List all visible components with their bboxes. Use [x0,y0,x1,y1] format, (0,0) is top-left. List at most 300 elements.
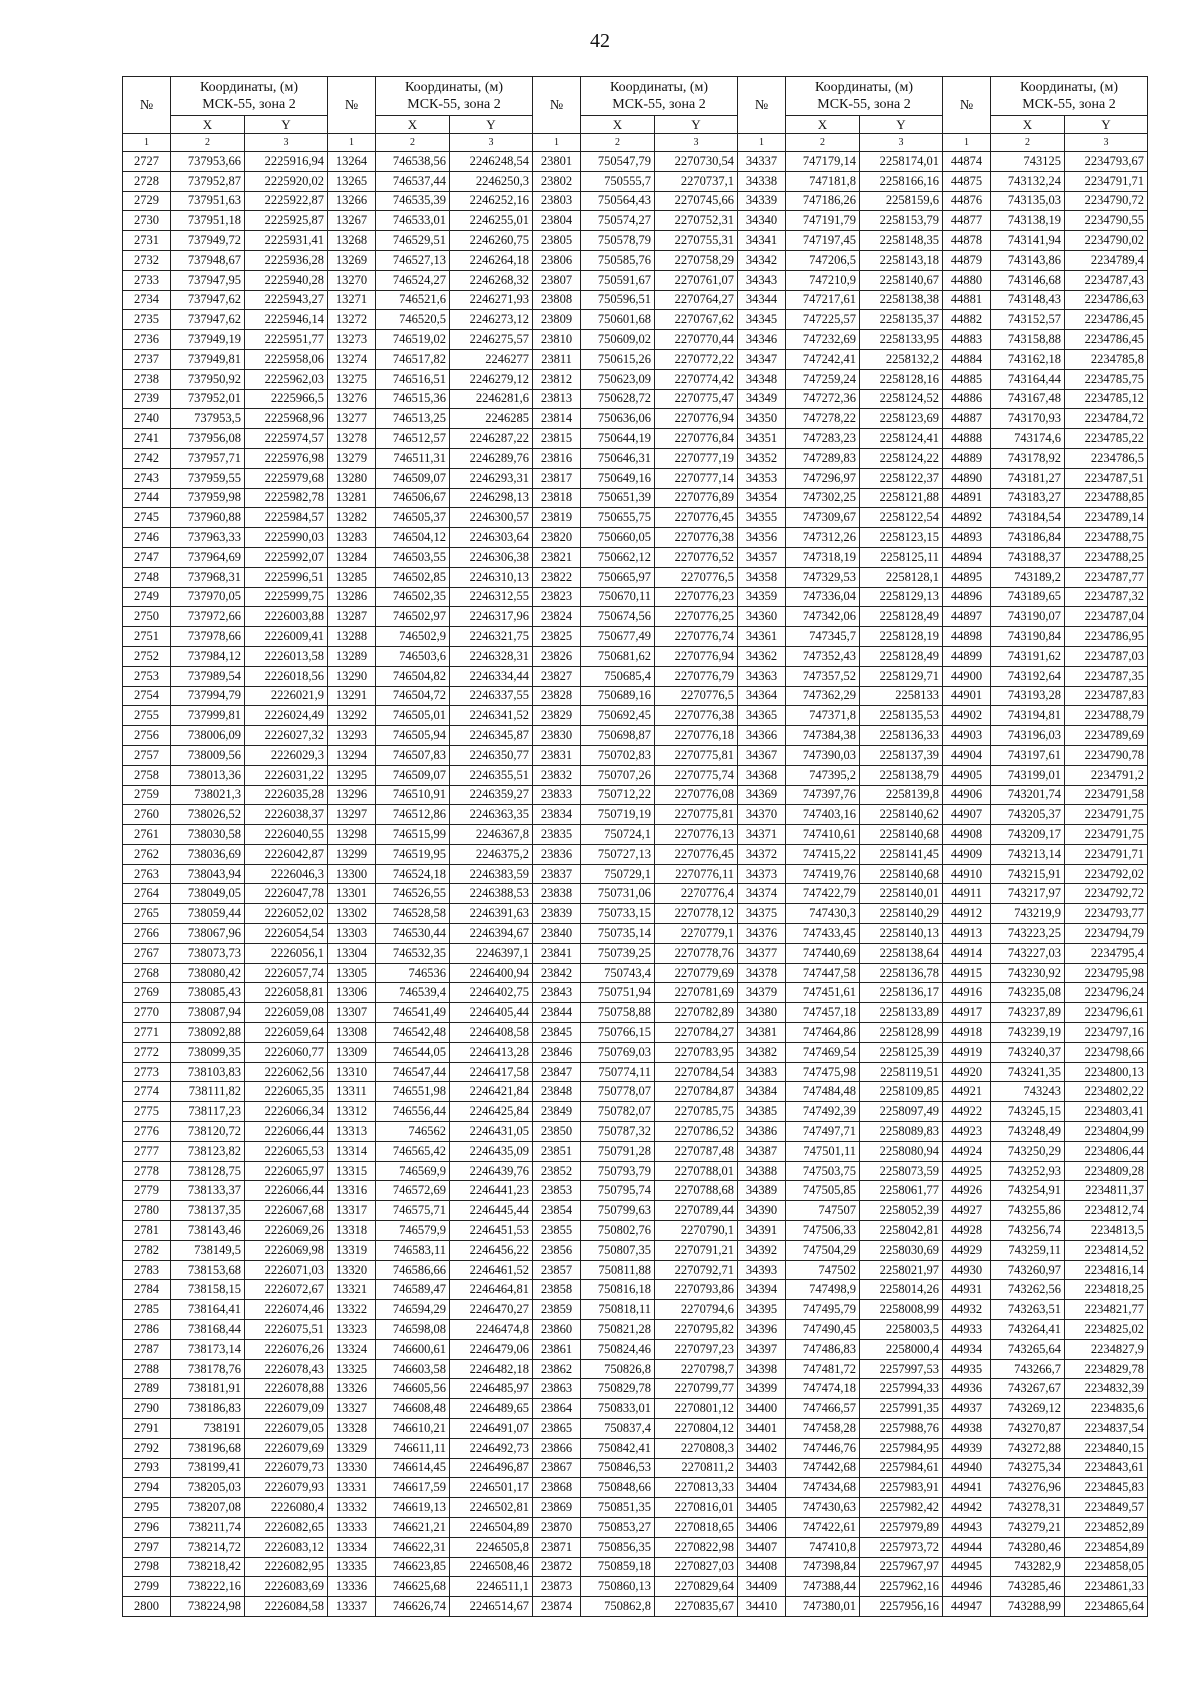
coord-x: 743186,84 [991,528,1065,548]
coord-x: 750758,88 [581,1003,655,1023]
header-y: Y [655,116,738,134]
coord-x: 746502,9 [376,627,450,647]
point-number: 13297 [328,805,376,825]
table-row [123,1062,1148,1082]
point-number: 23849 [533,1102,581,1122]
coord-y: 2258119,51 [860,1062,943,1082]
coord-x: 750795,74 [581,1181,655,1201]
coord-y: 2226074,46 [245,1300,328,1320]
coord-x: 747380,01 [786,1597,860,1617]
coord-y: 2234811,37 [1065,1181,1148,1201]
point-number: 13330 [328,1458,376,1478]
coord-x: 746517,82 [376,349,450,369]
point-number: 34368 [738,765,786,785]
point-number: 13324 [328,1339,376,1359]
point-number: 13265 [328,171,376,191]
point-number: 23845 [533,1023,581,1043]
coord-x: 750712,22 [581,785,655,805]
coord-y: 2225951,77 [245,330,328,350]
point-number: 2776 [123,1122,171,1142]
coord-y: 2258140,13 [860,924,943,944]
coord-y: 2234840,15 [1065,1438,1148,1458]
coord-y: 2246456,22 [450,1240,533,1260]
point-number: 23874 [533,1597,581,1617]
coord-y: 2234790,55 [1065,211,1148,231]
column-number: 1 [738,134,786,152]
coord-x: 743143,86 [991,250,1065,270]
point-number: 23806 [533,250,581,270]
table-row [123,171,1148,191]
coord-y: 2258124,52 [860,389,943,409]
table-row [123,1003,1148,1023]
coord-x: 747390,03 [786,745,860,765]
point-number: 44922 [943,1102,991,1122]
column-number: 2 [991,134,1065,152]
coord-x: 746538,56 [376,152,450,172]
point-number: 34363 [738,666,786,686]
coord-x: 737950,92 [171,369,245,389]
coord-x: 738111,82 [171,1082,245,1102]
point-number: 13307 [328,1003,376,1023]
coord-y: 2258125,39 [860,1042,943,1062]
coord-x: 743146,68 [991,270,1065,290]
coord-y: 2246464,81 [450,1280,533,1300]
point-number: 44884 [943,349,991,369]
coord-x: 747497,71 [786,1122,860,1142]
coord-x: 743223,25 [991,924,1065,944]
point-number: 34402 [738,1438,786,1458]
table-row [123,429,1148,449]
coord-y: 2226069,26 [245,1221,328,1241]
coord-y: 2234786,45 [1065,310,1148,330]
coord-x: 738224,98 [171,1597,245,1617]
coord-y: 2258137,39 [860,745,943,765]
point-number: 44904 [943,745,991,765]
point-number: 13277 [328,409,376,429]
coord-y: 2246334,44 [450,666,533,686]
table-row [123,1260,1148,1280]
coord-x: 750860,13 [581,1577,655,1597]
coord-x: 750660,05 [581,528,655,548]
coord-x: 750655,75 [581,508,655,528]
table-row [123,1240,1148,1260]
point-number: 23801 [533,152,581,172]
point-number: 34399 [738,1379,786,1399]
column-number: 3 [1065,134,1148,152]
point-number: 44880 [943,270,991,290]
coord-x: 743170,93 [991,409,1065,429]
coord-y: 2226003,88 [245,607,328,627]
coord-x: 750862,8 [581,1597,655,1617]
coord-y: 2258061,77 [860,1181,943,1201]
point-number: 44876 [943,191,991,211]
coord-x: 743189,2 [991,567,1065,587]
coord-x: 738021,3 [171,785,245,805]
coord-y: 2246441,23 [450,1181,533,1201]
point-number: 13278 [328,429,376,449]
coord-y: 2270778,76 [655,943,738,963]
point-number: 2734 [123,290,171,310]
coord-x: 743278,31 [991,1498,1065,1518]
coord-y: 2234814,52 [1065,1240,1148,1260]
table-row [123,1399,1148,1419]
point-number: 23847 [533,1062,581,1082]
coord-y: 2234795,98 [1065,963,1148,983]
coord-x: 743215,91 [991,864,1065,884]
coord-x: 746504,82 [376,666,450,686]
coord-x: 737959,55 [171,468,245,488]
table-row [123,1537,1148,1557]
coord-y: 2270776,94 [655,646,738,666]
coord-x: 738158,15 [171,1280,245,1300]
coord-y: 2234825,02 [1065,1320,1148,1340]
coord-x: 750833,01 [581,1399,655,1419]
coord-x: 750729,1 [581,864,655,884]
point-number: 44910 [943,864,991,884]
table-row [123,943,1148,963]
coord-y: 2225984,57 [245,508,328,528]
coord-x: 747434,68 [786,1478,860,1498]
point-number: 34350 [738,409,786,429]
coord-x: 747446,76 [786,1438,860,1458]
point-number: 34408 [738,1557,786,1577]
coord-x: 746503,55 [376,547,450,567]
coord-y: 2225990,03 [245,528,328,548]
point-number: 44889 [943,448,991,468]
table-row [123,844,1148,864]
point-number: 13292 [328,706,376,726]
coord-x: 750791,28 [581,1141,655,1161]
coord-x: 750733,15 [581,904,655,924]
coord-x: 743285,46 [991,1577,1065,1597]
coord-y: 2270776,38 [655,528,738,548]
coord-y: 2225979,68 [245,468,328,488]
coord-x: 738036,69 [171,844,245,864]
point-number: 34383 [738,1062,786,1082]
point-number: 34357 [738,547,786,567]
point-number: 2791 [123,1419,171,1439]
coord-x: 746536 [376,963,450,983]
coord-y: 2226084,58 [245,1597,328,1617]
coord-x: 743164,44 [991,369,1065,389]
table-row [123,1082,1148,1102]
coord-y: 2246485,97 [450,1379,533,1399]
point-number: 23860 [533,1320,581,1340]
column-number: 1 [123,134,171,152]
coord-y: 2257994,33 [860,1379,943,1399]
coord-y: 2258133,95 [860,330,943,350]
coord-y: 2246445,44 [450,1201,533,1221]
point-number: 44875 [943,171,991,191]
coord-x: 746521,6 [376,290,450,310]
point-number: 34379 [738,983,786,1003]
coord-x: 738049,05 [171,884,245,904]
coord-x: 746572,69 [376,1181,450,1201]
column-number: 2 [786,134,860,152]
coord-x: 750821,28 [581,1320,655,1340]
point-number: 2751 [123,627,171,647]
coord-y: 2246502,81 [450,1498,533,1518]
coord-y: 2258122,54 [860,508,943,528]
coord-y: 2246388,53 [450,884,533,904]
coord-x: 743267,67 [991,1379,1065,1399]
point-number: 23869 [533,1498,581,1518]
coord-x: 747469,54 [786,1042,860,1062]
coord-y: 2270790,1 [655,1221,738,1241]
coord-x: 746504,12 [376,528,450,548]
coord-x: 746515,36 [376,389,450,409]
point-number: 44901 [943,686,991,706]
coord-x: 738164,41 [171,1300,245,1320]
point-number: 34387 [738,1141,786,1161]
table-row [123,1300,1148,1320]
coord-y: 2226066,44 [245,1122,328,1142]
coord-x: 747492,39 [786,1102,860,1122]
coord-y: 2270761,07 [655,270,738,290]
coord-x: 750702,83 [581,745,655,765]
coord-x: 746539,4 [376,983,450,1003]
point-number: 2752 [123,646,171,666]
coord-y: 2270776,74 [655,627,738,647]
point-number: 44916 [943,983,991,1003]
coord-x: 743272,88 [991,1438,1065,1458]
coord-y: 2225916,94 [245,152,328,172]
coord-y: 2226076,26 [245,1339,328,1359]
table-row [123,290,1148,310]
coord-y: 2234785,12 [1065,389,1148,409]
point-number: 34373 [738,864,786,884]
table-row [123,488,1148,508]
coord-y: 2234788,85 [1065,488,1148,508]
coord-y: 2246306,38 [450,547,533,567]
coord-y: 2270772,22 [655,349,738,369]
coord-x: 750670,11 [581,587,655,607]
coord-x: 743254,91 [991,1181,1065,1201]
coord-x: 750662,12 [581,547,655,567]
coord-x: 750782,07 [581,1102,655,1122]
coord-y: 2258014,26 [860,1280,943,1300]
coord-y: 2258125,11 [860,547,943,567]
coord-y: 2234787,04 [1065,607,1148,627]
point-number: 2772 [123,1042,171,1062]
point-number: 34352 [738,448,786,468]
coord-y: 2234791,58 [1065,785,1148,805]
coord-y: 2234789,14 [1065,508,1148,528]
point-number: 13289 [328,646,376,666]
coord-x: 747466,57 [786,1399,860,1419]
coord-x: 750846,53 [581,1458,655,1478]
table-row [123,1320,1148,1340]
coord-y: 2270770,44 [655,330,738,350]
coord-x: 737989,54 [171,666,245,686]
coord-x: 747507 [786,1201,860,1221]
coord-x: 743167,48 [991,389,1065,409]
coord-y: 2270801,12 [655,1399,738,1419]
point-number: 34401 [738,1419,786,1439]
coord-y: 2246345,87 [450,726,533,746]
table-row [123,1359,1148,1379]
coord-x: 738133,37 [171,1181,245,1201]
coord-x: 738214,72 [171,1537,245,1557]
point-number: 2775 [123,1102,171,1122]
point-number: 13280 [328,468,376,488]
coord-y: 2246289,76 [450,448,533,468]
point-number: 13312 [328,1102,376,1122]
coord-x: 747422,61 [786,1517,860,1537]
point-number: 2779 [123,1181,171,1201]
coord-y: 2226052,02 [245,904,328,924]
coord-x: 747398,84 [786,1557,860,1577]
coord-x: 737960,88 [171,508,245,528]
point-number: 34396 [738,1320,786,1340]
coord-y: 2270779,69 [655,963,738,983]
coord-x: 747410,8 [786,1537,860,1557]
point-number: 23854 [533,1201,581,1221]
point-number: 44929 [943,1240,991,1260]
point-number: 23834 [533,805,581,825]
coord-x: 746535,39 [376,191,450,211]
coord-y: 2258052,39 [860,1201,943,1221]
coord-y: 2270784,27 [655,1023,738,1043]
coord-x: 743191,62 [991,646,1065,666]
coord-y: 2225968,96 [245,409,328,429]
coord-y: 2234796,24 [1065,983,1148,1003]
coord-y: 2270784,54 [655,1062,738,1082]
point-number: 13272 [328,310,376,330]
table-row [123,1023,1148,1043]
coord-x: 737947,62 [171,290,245,310]
coord-y: 2270776,5 [655,686,738,706]
point-number: 2754 [123,686,171,706]
point-number: 34409 [738,1577,786,1597]
coord-y: 2225946,14 [245,310,328,330]
coord-x: 746515,99 [376,825,450,845]
coord-x: 746510,91 [376,785,450,805]
coord-y: 2246264,18 [450,250,533,270]
coord-y: 2234787,43 [1065,270,1148,290]
coord-x: 743174,6 [991,429,1065,449]
point-number: 2782 [123,1240,171,1260]
coord-y: 2270752,31 [655,211,738,231]
point-number: 34342 [738,250,786,270]
point-number: 44906 [943,785,991,805]
point-number: 2799 [123,1577,171,1597]
coord-x: 750751,94 [581,983,655,1003]
coord-x: 738199,41 [171,1458,245,1478]
point-number: 23812 [533,369,581,389]
coord-x: 750677,49 [581,627,655,647]
coord-y: 2234843,61 [1065,1458,1148,1478]
coord-y: 2258123,15 [860,528,943,548]
point-number: 23824 [533,607,581,627]
point-number: 34403 [738,1458,786,1478]
table-row [123,646,1148,666]
coord-y: 2246285 [450,409,533,429]
coord-x: 743235,08 [991,983,1065,1003]
coord-x: 746533,01 [376,211,450,231]
point-number: 2756 [123,726,171,746]
coord-x: 746617,59 [376,1478,450,1498]
coord-x: 747415,22 [786,844,860,864]
coord-x: 737968,31 [171,567,245,587]
coord-y: 2234795,4 [1065,943,1148,963]
coord-y: 2234786,45 [1065,330,1148,350]
coord-x: 743276,96 [991,1478,1065,1498]
point-number: 2778 [123,1161,171,1181]
coord-y: 2258097,49 [860,1102,943,1122]
coord-y: 2246417,58 [450,1062,533,1082]
coord-x: 743138,19 [991,211,1065,231]
coord-y: 2258138,64 [860,943,943,963]
coord-x: 738222,16 [171,1577,245,1597]
point-number: 34337 [738,152,786,172]
coord-y: 2270776,23 [655,587,738,607]
coord-x: 747371,8 [786,706,860,726]
coord-y: 2246504,89 [450,1517,533,1537]
coord-y: 2226083,69 [245,1577,328,1597]
coord-y: 2270776,79 [655,666,738,686]
coord-y: 2258138,79 [860,765,943,785]
coord-x: 747503,75 [786,1161,860,1181]
point-number: 23826 [533,646,581,666]
coord-y: 2246337,55 [450,686,533,706]
coord-x: 746516,51 [376,369,450,389]
point-number: 2731 [123,231,171,251]
point-number: 44938 [943,1419,991,1439]
point-number: 23833 [533,785,581,805]
coord-x: 738218,42 [171,1557,245,1577]
point-number: 34382 [738,1042,786,1062]
coord-x: 750636,06 [581,409,655,429]
coord-y: 2270745,66 [655,191,738,211]
coord-x: 750665,97 [581,567,655,587]
coord-x: 746614,45 [376,1458,450,1478]
coord-x: 746626,74 [376,1597,450,1617]
point-number: 23871 [533,1537,581,1557]
coord-x: 743213,14 [991,844,1065,864]
coord-x: 743240,37 [991,1042,1065,1062]
coord-y: 2258141,45 [860,844,943,864]
point-number: 2800 [123,1597,171,1617]
coord-x: 738137,35 [171,1201,245,1221]
coord-y: 2226054,54 [245,924,328,944]
coord-x: 743260,97 [991,1260,1065,1280]
coord-x: 750596,51 [581,290,655,310]
coord-y: 2234806,44 [1065,1141,1148,1161]
coord-x: 738149,5 [171,1240,245,1260]
point-number: 2777 [123,1141,171,1161]
point-number: 13326 [328,1379,376,1399]
point-number: 34364 [738,686,786,706]
point-number: 44887 [943,409,991,429]
point-number: 23805 [533,231,581,251]
coord-y: 2270793,86 [655,1280,738,1300]
point-number: 13274 [328,349,376,369]
coord-y: 2246350,77 [450,745,533,765]
coord-y: 2258121,88 [860,488,943,508]
coord-x: 746532,35 [376,943,450,963]
coord-y: 2270786,52 [655,1122,738,1142]
point-number: 23846 [533,1042,581,1062]
point-number: 34392 [738,1240,786,1260]
coord-y: 2226080,4 [245,1498,328,1518]
point-number: 34388 [738,1161,786,1181]
coord-x: 743193,28 [991,686,1065,706]
point-number: 2765 [123,904,171,924]
coord-y: 2246402,75 [450,983,533,1003]
coord-x: 746605,56 [376,1379,450,1399]
coord-x: 743275,34 [991,1458,1065,1478]
